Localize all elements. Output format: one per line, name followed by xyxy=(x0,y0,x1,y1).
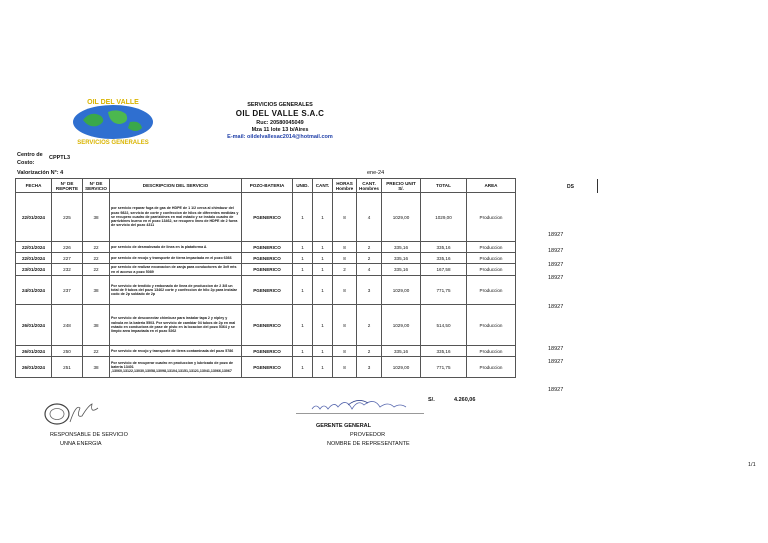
cell-precio: 335,16 xyxy=(382,264,421,276)
cell-fecha: 26/01/2024 xyxy=(16,346,52,357)
cell-area: Produccion xyxy=(467,357,516,378)
table-row xyxy=(16,253,516,264)
services-table xyxy=(15,178,516,378)
cell-total: 771,75 xyxy=(421,276,467,305)
cell-precio: 335,16 xyxy=(382,253,421,264)
cell-precio: 1029,00 xyxy=(382,357,421,378)
cell-area: Produccion xyxy=(467,193,516,242)
ds-value: 18927 xyxy=(548,304,564,310)
table-row xyxy=(16,193,516,242)
cell-hombres: 3 xyxy=(357,357,382,378)
cell-pozo: PGENERICO xyxy=(242,242,293,253)
page-number: 1/1 xyxy=(748,462,756,468)
cell-fecha: 26/01/2024 xyxy=(16,357,52,378)
cell-precio: 335,16 xyxy=(382,242,421,253)
cell-servicio: 38 xyxy=(83,276,110,305)
cell-cant: 1 xyxy=(313,276,333,305)
table-header-row xyxy=(16,179,516,193)
cell-fecha: 22/01/2024 xyxy=(16,253,52,264)
cell-unid: 1 xyxy=(293,305,313,346)
cell-total: 335,16 xyxy=(421,346,467,357)
ds-header: DS xyxy=(567,184,574,190)
cell-reporte: 250 xyxy=(52,346,83,357)
cell-hombres: 4 xyxy=(357,264,382,276)
cell-servicio: 22 xyxy=(83,242,110,253)
header-pozo: POZO-BATERIA xyxy=(242,179,293,193)
cell-descripcion: Por servicio de desconectar chimbusr para instalar tapa 2 y nipley y valvula en la bateria 5503. Por servicio de cambiar 04 tubos de 2p en mal estado en conductora de pase de pisto en la locacion del pozo 5364 y se limpio area impactada en el pozo 5262 xyxy=(110,305,242,346)
cell-descripcion: por servicio de desmalezado de linea en la plataforma A xyxy=(110,242,242,253)
cell-cant: 1 xyxy=(313,253,333,264)
cell-horas: 8 xyxy=(333,357,357,378)
header-cant: CANT. xyxy=(313,179,333,193)
cell-area: Produccion xyxy=(467,305,516,346)
responsable-servicio-label: RESPONSABLE DE SERVICIO xyxy=(50,432,128,438)
cost-center-value: CPPTL3 xyxy=(49,155,71,161)
header-precio: PRECIO UNIT S/. xyxy=(382,179,421,193)
cell-unid: 1 xyxy=(293,242,313,253)
total-value: 4.260,06 xyxy=(454,397,476,403)
cell-horas: 8 xyxy=(333,346,357,357)
ds-value: 18927 xyxy=(548,346,564,352)
cost-center-label: Centro de Costo: xyxy=(17,152,43,166)
cell-horas: 2 xyxy=(333,264,357,276)
cell-hombres: 3 xyxy=(357,276,382,305)
cell-precio: 1029,00 xyxy=(382,276,421,305)
cell-horas: 8 xyxy=(333,253,357,264)
cell-hombres: 2 xyxy=(357,253,382,264)
header-horas: HORAS Hombre xyxy=(333,179,357,193)
cell-hombres: 2 xyxy=(357,242,382,253)
cell-pozo: PGENERICO xyxy=(242,193,293,242)
table-row xyxy=(16,346,516,357)
cell-total: 335,16 xyxy=(421,242,467,253)
cell-unid: 1 xyxy=(293,253,313,264)
cell-unid: 1 xyxy=(293,193,313,242)
header-hombres: CANT. Hombres xyxy=(357,179,382,193)
header-descripcion: DESCRIPCION DEL SERVICIO xyxy=(110,179,242,193)
cell-pozo: PGENERICO xyxy=(242,346,293,357)
period-label: ene-24 xyxy=(367,170,385,176)
header-reporte: N° DE REPORTE xyxy=(52,179,83,193)
cell-hombres: 4 xyxy=(357,193,382,242)
cell-unid: 1 xyxy=(293,276,313,305)
header-total: TOTAL xyxy=(421,179,467,193)
company-name: OIL DEL VALLE S.A.C xyxy=(235,109,325,118)
cell-pozo: PGENERICO xyxy=(242,276,293,305)
cell-reporte: 227 xyxy=(52,253,83,264)
cell-pozo: PGENERICO xyxy=(242,305,293,346)
header-fecha: FECHA xyxy=(16,179,52,193)
cell-unid: 1 xyxy=(293,357,313,378)
cell-reporte: 251 xyxy=(52,357,83,378)
company-logo xyxy=(38,96,188,146)
cell-fecha: 23/01/2024 xyxy=(16,264,52,276)
cell-area: Produccion xyxy=(467,264,516,276)
cell-descripcion: Por servicio de tendido y embonado de linea de produccion de 2 3/8 un total de 9 tubos del pozo 13462 corte y confeccion de hilo 2p para instalar codo de 2p soldado de 2p xyxy=(110,276,242,305)
ds-value: 18927 xyxy=(548,387,564,393)
cell-total: 514,50 xyxy=(421,305,467,346)
cell-precio: 335,16 xyxy=(382,346,421,357)
cell-servicio: 22 xyxy=(83,346,110,357)
cell-hombres: 2 xyxy=(357,346,382,357)
table-row xyxy=(16,305,516,346)
cell-total: 771,75 xyxy=(421,357,467,378)
cell-descripcion: por servicio de recojo y transporte de tierra impactada en el pozo 6366 xyxy=(110,253,242,264)
ds-value: 18927 xyxy=(548,248,564,254)
cell-reporte: 237 xyxy=(52,276,83,305)
ds-value: 18927 xyxy=(548,359,564,365)
header-unid: UNID. xyxy=(293,179,313,193)
cell-pozo: PGENERICO xyxy=(242,357,293,378)
cell-area: Produccion xyxy=(467,242,516,253)
cell-servicio: 38 xyxy=(83,193,110,242)
table-row xyxy=(16,242,516,253)
company-line1: SERVICIOS GENERALES xyxy=(247,102,313,108)
cell-pozo: PGENERICO xyxy=(242,253,293,264)
cell-fecha: 26/01/2024 xyxy=(16,305,52,346)
cell-horas: 8 xyxy=(333,193,357,242)
cell-descripcion: por servicio de realizar excavacion de zanja para conductores de 3x9 mts en el acceso a pozo 5089 xyxy=(110,264,242,276)
representante-label: NOMBRE DE REPRESENTANTE xyxy=(327,441,410,447)
cell-reporte: 232 xyxy=(52,264,83,276)
valorizacion-label: Valorización N°: 4 xyxy=(17,170,64,176)
cell-cant: 1 xyxy=(313,357,333,378)
cell-descripcion: Por servicio de recojo y transporte de tierra contaminada del pozo 5786 xyxy=(110,346,242,357)
cell-descripcion: por servicio reparar fuga de gas de HDPE de 1 1/2 cerca al chimbusr del pozo 9822, servicio de corte y confeccion de hilos de diferentes medidas y se recupero cuadro de parrizbines en mal estado y se instalo cuadro de parrizbines bueno en el pozo 13462, se recupero lineo de HDPE de 2 fuera de servicio del pozo 4311 xyxy=(110,193,242,242)
unna-stamp-signature xyxy=(42,400,104,430)
logo-bottom-text: SERVICIOS GENERALES xyxy=(77,140,149,146)
company-email: E-mail: oildelvallesac2014@hotmail.com xyxy=(227,134,333,140)
cell-area: Produccion xyxy=(467,346,516,357)
cell-precio: 1029,00 xyxy=(382,193,421,242)
cell-fecha: 22/01/2024 xyxy=(16,242,52,253)
cell-reporte: 225 xyxy=(52,193,83,242)
company-header xyxy=(200,102,360,140)
gerente-general-label: GERENTE GENERAL xyxy=(316,423,372,429)
cell-area: Produccion xyxy=(467,276,516,305)
table-row xyxy=(16,357,516,378)
cell-cant: 1 xyxy=(313,193,333,242)
cell-horas: 8 xyxy=(333,242,357,253)
cell-cant: 1 xyxy=(313,264,333,276)
cell-horas: 8 xyxy=(333,305,357,346)
unna-energia-label: UNNA ENERGIA xyxy=(60,441,102,447)
header-servicio: N° DE SERVICIO xyxy=(83,179,110,193)
company-ruc: Ruc: 20580045049 xyxy=(256,120,304,126)
cell-reporte: 248 xyxy=(52,305,83,346)
logo-top-text: OIL DEL VALLE xyxy=(87,99,139,106)
cell-descripcion: Por servicio de recuperar cuadro en produccion y lubricado de pozo de bateria 13401 ,13060,13122,13030,13058,13098,13104,13151,13121,13041,13066,13067 xyxy=(110,357,242,378)
cell-servicio: 22 xyxy=(83,264,110,276)
cell-cant: 1 xyxy=(313,242,333,253)
cell-horas: 8 xyxy=(333,276,357,305)
total-currency: S/. xyxy=(428,397,435,403)
header-area: AREA xyxy=(467,179,516,193)
cell-fecha: 22/01/2024 xyxy=(16,193,52,242)
proveedor-label: PROVEEDOR xyxy=(350,432,386,438)
cell-reporte: 226 xyxy=(52,242,83,253)
company-address: Mza 11 lote 13 b/Aires xyxy=(251,127,309,133)
cell-total: 1029,00 xyxy=(421,193,467,242)
cell-precio: 1029,00 xyxy=(382,305,421,346)
ds-divider xyxy=(597,179,598,193)
cell-cant: 1 xyxy=(313,305,333,346)
cell-unid: 1 xyxy=(293,264,313,276)
table-row xyxy=(16,276,516,305)
cell-total: 335,16 xyxy=(421,253,467,264)
table-row xyxy=(16,264,516,276)
ds-value: 18927 xyxy=(548,262,564,268)
cell-hombres: 2 xyxy=(357,305,382,346)
cell-fecha: 24/01/2024 xyxy=(16,276,52,305)
ds-value: 18927 xyxy=(548,232,564,238)
cell-servicio: 38 xyxy=(83,305,110,346)
signature-line xyxy=(296,413,424,414)
cell-pozo: PGENERICO xyxy=(242,264,293,276)
cell-total: 167,58 xyxy=(421,264,467,276)
cell-area: Produccion xyxy=(467,253,516,264)
ds-value: 18927 xyxy=(548,275,564,281)
cell-servicio: 38 xyxy=(83,357,110,378)
cell-cant: 1 xyxy=(313,346,333,357)
cell-servicio: 22 xyxy=(83,253,110,264)
cell-unid: 1 xyxy=(293,346,313,357)
